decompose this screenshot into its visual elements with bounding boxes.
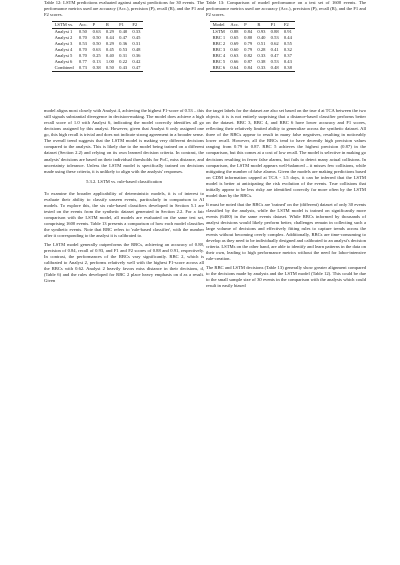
table12-header: F2 <box>132 22 138 28</box>
value-cell: 0.42 <box>132 59 141 65</box>
right-paragraph-3: The RBC and LSTM decisions (Table 13) generally show greater alignment compared to the decisions made by analysts and the LSTM model (Table 12). This could be due to the small sample size of 30 events in the comparison with the analysts which could result in easily biased <box>206 265 366 289</box>
table13-header: F2 <box>283 22 289 28</box>
section-heading <box>44 179 204 185</box>
value-cell: 0.70 <box>78 47 87 53</box>
table12-caption: Table 12: LSTM predictions evaluated against analyst predictions for 30 events. The performance metrics used are accuracy (Acc.), precision (P), recall (R), and the F1 and F2 scores. <box>44 0 204 18</box>
value-cell: 0.53 <box>270 59 279 65</box>
value-cell: 0.38 <box>257 59 266 65</box>
table12-header: LSTM vs. <box>54 22 74 28</box>
table13-header: P <box>244 22 247 28</box>
value-cell: 0.88 <box>230 29 239 35</box>
table12 <box>52 21 143 72</box>
value-cell: 0.13 <box>92 59 101 65</box>
value-cell: 0.53 <box>119 47 128 53</box>
value-cell: 0.64 <box>230 65 239 71</box>
table13-header: R <box>257 22 261 28</box>
row-label-cell: LSTM <box>212 29 225 35</box>
value-cell: 0.66 <box>230 59 239 65</box>
value-cell: 0.22 <box>119 59 128 65</box>
value-cell: 0.55 <box>283 41 292 47</box>
value-cell: 0.84 <box>244 29 253 35</box>
value-cell: 0.87 <box>244 59 253 65</box>
row-label-cell: RBC 5 <box>212 59 226 65</box>
table12-body <box>52 29 143 72</box>
table-row <box>52 65 143 72</box>
value-cell: 0.50 <box>78 29 87 35</box>
value-cell: 0.25 <box>92 53 101 59</box>
value-cell: 0.63 <box>92 29 101 35</box>
row-label-cell: Analyst 6 <box>54 59 73 65</box>
value-cell: 0.43 <box>283 59 292 65</box>
value-cell: 0.79 <box>244 41 253 47</box>
value-cell: 0.88 <box>270 29 279 35</box>
left-paragraph-3: The LSTM model generally outperforms the RBCs, achieving an accuracy of 0.88, precision of 0.84, recall of 0.93, and F1 and F2 scores of 0.88 and 0.91, respectively. In contrast, the performances of the RBCs vary significantly. RBC 2, which is calibrated to Analyst 2, performs relatively well with the highest F1-score across all the RBCs with 0.62. Analyst 2 heavily favors miss distance in their decisions, d, (Table 6) and the rules developed for RBC 2 place heavy emphasis on d as a result. Given <box>44 242 204 284</box>
value-cell: 0.80 <box>244 35 253 41</box>
value-cell: 0.60 <box>230 47 239 53</box>
value-cell: 0.36 <box>132 53 141 59</box>
value-cell: 0.40 <box>119 29 128 35</box>
row-label-cell: RBC 4 <box>212 53 226 59</box>
row-label-cell: RBC 1 <box>212 35 226 41</box>
row-label-cell: Analyst 4 <box>54 47 73 53</box>
value-cell: 0.28 <box>257 47 266 53</box>
table13-header: Acc. <box>230 22 239 28</box>
value-cell: 0.47 <box>119 35 128 41</box>
right-paragraph-2: It must be noted that the RBCs are 'trained' on the (different) dataset of only 30 events classified by the analysts, while the LSTM model is trained on significantly more events (6400) in the same events dataset. While RBCs informed by thousands of analyst decisions would likely perform better, challenges remain in collecting such a large volume of decisions and effectively fitting rules to capture trends across the events without becoming overly complex. Additionally, RBCs are time-consuming to develop as they need to be individually designed and calibrated to an analyst's decision criteria. LSTMs on the other hand, are able to identify and learn patterns in the data on their own, leading to high performance metrics without the need for labor-intensive rule-creation. <box>206 201 366 262</box>
row-label-cell: Analyst 3 <box>54 41 73 47</box>
value-cell: 0.33 <box>132 29 141 35</box>
value-cell: 0.44 <box>105 35 114 41</box>
value-cell: 0.84 <box>244 65 253 71</box>
value-cell: 0.33 <box>257 65 266 71</box>
table13-caption: Table 13: Comparison of model performance on a test set of 1600 events. The performance metrics used are accuracy (Acc.), precision (P), recall (R), and the F1 and F2 scores. <box>206 0 366 18</box>
value-cell: 0.38 <box>92 65 101 71</box>
row-label-cell: Analyst 1 <box>54 29 73 35</box>
table13-header: Model <box>212 22 225 28</box>
table-row <box>210 65 295 72</box>
table13-header-row <box>210 22 295 29</box>
row-label-cell: Combined <box>54 65 74 71</box>
row-label-cell: Analyst 5 <box>54 53 73 59</box>
value-cell: 0.69 <box>230 41 239 47</box>
value-cell: 0.47 <box>270 53 279 59</box>
value-cell: 0.47 <box>132 65 141 71</box>
value-cell: 0.45 <box>132 35 141 41</box>
value-cell: 0.93 <box>257 29 266 35</box>
left-paragraph-1: model aligns most closely with Analyst 4, achieving the highest F1-score of 0.53 – this still signals substantial divergence in decision-making. The model does achieve a high recall score of 1.0 with Analyst 6, indicating the model correctly identifies all go decisions assigned by this analyst. However, given that Analyst 6 only assigned one go, this high recall is trivial and does not indicate strong agreement in a broader sense. The overall trend suggests that the LSTM model is making very different decisions compared to the analysts. This is likely due to the model being trained on a different dataset (Section 2.2) and relying on its own learned decision criteria. In contrast, the analysts' decisions are based on their individual thresholds for PoC, miss distance, and uncertainty tolerance. Unless the LSTM model is specifically trained on decisions made using these criteria, it is unlikely to align with the analysts' responses. <box>44 108 204 174</box>
table12-header: P <box>92 22 96 28</box>
value-cell: 0.33 <box>257 53 266 59</box>
table12-header: R <box>105 22 109 28</box>
value-cell: 0.45 <box>105 47 114 53</box>
value-cell: 0.82 <box>244 53 253 59</box>
value-cell: 0.63 <box>230 53 239 59</box>
value-cell: 0.63 <box>92 47 101 53</box>
value-cell: 0.53 <box>270 35 279 41</box>
value-cell: 0.65 <box>230 35 239 41</box>
value-cell: 0.40 <box>105 53 114 59</box>
value-cell: 0.91 <box>283 29 292 35</box>
value-cell: 0.50 <box>92 41 101 47</box>
value-cell: 0.48 <box>270 65 279 71</box>
value-cell: 0.29 <box>105 29 114 35</box>
value-cell: 0.62 <box>270 41 279 47</box>
row-label-cell: Analyst 2 <box>54 35 73 41</box>
value-cell: 0.32 <box>283 47 292 53</box>
value-cell: 0.44 <box>283 35 292 41</box>
value-cell: 0.53 <box>78 41 87 47</box>
value-cell: 1.00 <box>105 59 114 65</box>
value-cell: 0.79 <box>244 47 253 53</box>
value-cell: 0.29 <box>105 41 114 47</box>
value-cell: 0.43 <box>119 65 128 71</box>
value-cell: 0.38 <box>283 65 292 71</box>
left-column <box>44 0 204 287</box>
row-label-cell: RBC 2 <box>212 41 226 47</box>
row-label-cell: RBC 6 <box>212 65 226 71</box>
table12-header-row <box>52 22 143 29</box>
value-cell: 0.48 <box>132 47 141 53</box>
table13 <box>210 21 295 72</box>
value-cell: 0.31 <box>132 41 141 47</box>
value-cell: 0.41 <box>270 47 279 53</box>
value-cell: 0.40 <box>257 35 266 41</box>
value-cell: 0.51 <box>257 41 266 47</box>
value-cell: 0.70 <box>78 53 87 59</box>
value-cell: 0.31 <box>119 53 128 59</box>
table13-body <box>210 29 295 72</box>
value-cell: 0.50 <box>105 65 114 71</box>
table13-header: F1 <box>270 22 276 28</box>
value-cell: 0.50 <box>92 35 101 41</box>
section-heading-text: 5.3.2. LSTM vs. rule-based classification <box>86 178 162 184</box>
table12-header: F1 <box>119 22 124 28</box>
value-cell: 0.77 <box>78 59 87 65</box>
right-paragraph-1: the target labels for the dataset are also set based on the true d at TCA between the two objects, it is is not entirely surprising that a distance-based classifier performs better on the dataset. RBC 3, RBC 4, and RBC 6 have lower accuracy and F1 scores, reflecting their relatively limited ability to generalize across the synthetic dataset. All three of the RBCs appear to result in many false negatives, resulting in noticeably lower recall. However, all the RBCs tend to have decently high precision values ranging from 0.79 to 0.87. RBC 5 achieves the highest precision (0.87) in the comparison, but this comes at a cost of low recall. The model is selective in making go decisions resulting in fewer false alarms, but fails to detect many actual collisions. In comparison, the LSTM model appears well-balanced – it misses few collisions, while mitigating the number of false alarms. Given the models are making predictions based on CDM information capped at TCA - 1.5 days, it can be inferred that the LSTM model is better at anticipating the risk evolution of the events. True collisions that initially appear to be less risky are identified correctly far more often by the LSTM model than by the RBCs. <box>206 108 366 198</box>
row-label-cell: RBC 3 <box>212 47 226 53</box>
left-paragraph-2: To examine the broader applicability of deterministic models, it is of interest to evaluate their ability to classify unseen events, particularly in comparison to AI models. To explore this, the six rule-based classifiers developed in Section 5.1 are tested on the events from the synthetic dataset generated in Section 2.2. For a fair comparison with the LSTM model, all models are evaluated on the same test set, comprising 1600 events. Table 13 presents a comparison of how each model classifies the synthetic events. Note that RBC refers to 'rule-based classifier', with the number after it corresponding to the analyst it is calibrated to. <box>44 190 204 239</box>
table12-header: Acc. <box>78 22 88 28</box>
right-column <box>206 0 366 293</box>
value-cell: 0.73 <box>78 65 87 71</box>
value-cell: 0.36 <box>119 41 128 47</box>
value-cell: 0.37 <box>283 53 292 59</box>
value-cell: 0.70 <box>78 35 87 41</box>
